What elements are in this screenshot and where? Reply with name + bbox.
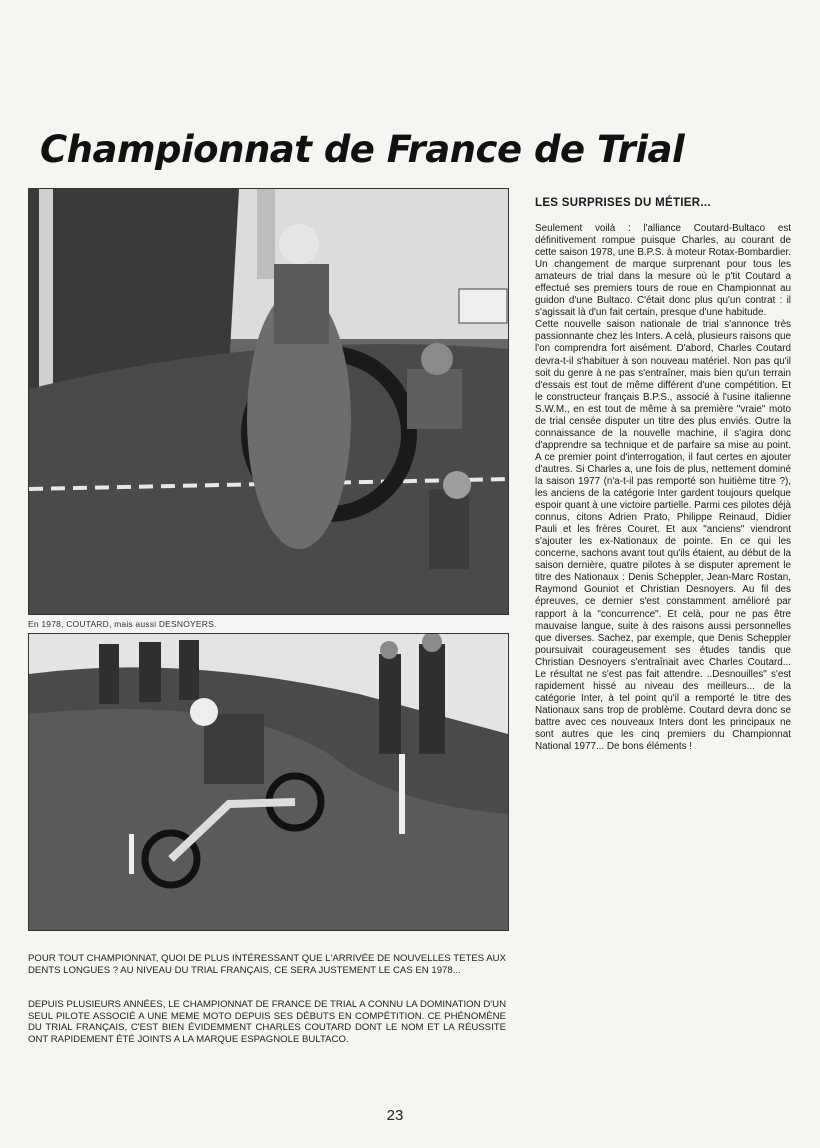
page-title: Championnat de France de Trial bbox=[40, 128, 685, 171]
trial-rider-photo bbox=[28, 633, 509, 931]
article-paragraph: Seulement voilà : l'alliance Coutard-Bultaco est définitivement rompue puisque Charles, au courant de cette saison 1978, une B.P.S. à moteur Rotax-Bombardier. Un changement de marque surprenant pour tous les amateurs de trial dans la mesure où le p'tit Coutard a effectué ses premiers tours de roue en Championnat au guidon d'une Bultaco. C'était donc plus qu'un contrat : il s'agissait là d'un fait certain, presque d'une habitude. bbox=[535, 223, 791, 319]
intro-paragraph: DEPUIS PLUSIEURS ANNÉES, LE CHAMPIONNAT DE FRANCE DE TRIAL A CONNU LA DOMINATION D'UN SEUL PILOTE ASSOCIÉ A UNE MEME MOTO DEPUIS SES DÉBUTS EN COMPÉTITION. CE PHÉNOMÈNE DU TRIAL FRANÇAIS, C'EST BIEN ÉVIDEMMENT CHARLES COUTARD DONT LE NOM ET LA RÉUSSITE ONT RAPIDEMENT ÉTÉ JOINTS A LA MARQUE ESPAGNOLE BULTACO. bbox=[28, 999, 506, 1045]
article-paragraph: Cette nouvelle saison nationale de trial s'annonce très passionnante chez les Inters. A celà, plusieurs raisons que l'on comprendra fort aisément. D'abord, Charles Coutard devra-t-il s'habituer à son nouveau matériel. Non pas qu'il soit du genre à ne pas s'entraîner, mais bien qu'un terrain d'essais est tout de même différent d'une compétition. Et le constructeur français B.P.S., associé à l'usine italienne S.W.M., en est tout de même à sa première "vraie" moto de trial censée disputer un titre des plus enviés. Outre la connaissance de la nouvelle machine, il s'agira donc d'apprendre sa technique et de parfaire sa mise au point. A ce premier point d'interrogation, il faut certes en ajouter d'autres. Si Charles a, une fois de plus, nettement dominé la saison 1977 (n'a-t-il pas remporté son huitième titre ?), les anciens de la catégorie Inter gardent toujours quelque espoir quant à une victoire partielle. Parmi ces pilotes déjà connus, citons Adrien Prato, Philippe Reinaud, Didier Pauli et les frères Couret. Et aux "anciens" viendront s'ajouter les ex-Nationaux de pointe. En ce qui les concerne, sachons avant tout qu'ils étaient, au début de la saison dernière, quatre pilotes à se disputer aprement le titre des Nationaux : Denis Scheppler, Jean-Marc Rostan, Raymond Gouniot et Christian Desnoyers. Au fil des épreuves, ce dernier s'est constamment amélioré par rapport à la "concurrence". Et celà, pour ne pas être mauvaise langue, suite à des raisons aussi personnelles que diverses. Sachez, par exemple, que Denis Scheppler poursuivait courageusement ses études tandis que Christian Desnoyers s'entraînait avec Charles Coutard... Le résultat ne s'est pas fait attendre. ..Desnouilles" s'est rapidement hissé au niveau des meilleurs... de la catégorie Inter, à tel point qu'il a remporté le titre des Nationaux sans trop de problème. Coutard devra donc se battre avec ces nouveaux Inters dont les principaux ne sont autres que les cinq premiers du Championnat National 1977... De bons éléments ! bbox=[535, 319, 791, 753]
intro-paragraph: POUR TOUT CHAMPIONNAT, QUOI DE PLUS INTÉRESSANT QUE L'ARRIVÉE DE NOUVELLES TETES AUX DENTS LONGUES ? AU NIVEAU DU TRIAL FRANÇAIS, CE SERA JUSTEMENT LE CAS EN 1978... bbox=[28, 953, 506, 976]
article-column bbox=[535, 223, 791, 753]
trial-rider-photo bbox=[28, 188, 509, 615]
trial-rider-photo-icon bbox=[29, 189, 508, 614]
photo-caption: En 1978, COUTARD, mais aussi DESNOYERS. bbox=[28, 619, 217, 629]
section-heading: LES SURPRISES DU MÉTIER... bbox=[535, 197, 711, 209]
page-number: 23 bbox=[386, 1107, 404, 1124]
trial-rider-photo-icon bbox=[29, 634, 508, 930]
